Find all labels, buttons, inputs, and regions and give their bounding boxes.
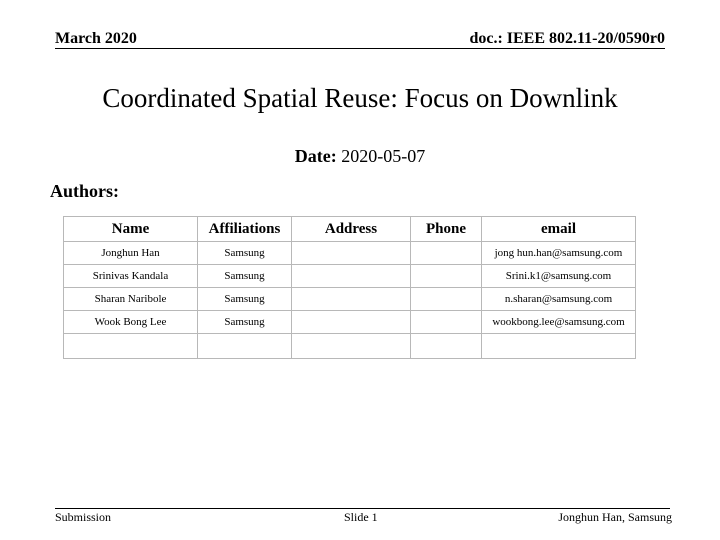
- cell-email: [482, 334, 636, 359]
- cell-phone: [411, 334, 482, 359]
- cell-address: [292, 242, 411, 265]
- footer-slide-number: Slide 1: [344, 510, 378, 524]
- cell-name: Wook Bong Lee: [64, 311, 198, 334]
- table-row: [64, 311, 636, 334]
- date-value: 2020-05-07: [341, 146, 426, 166]
- cell-address: [292, 265, 411, 288]
- cell-affiliation: Samsung: [198, 288, 292, 311]
- cell-address: [292, 334, 411, 359]
- cell-name: Srinivas Kandala: [64, 265, 198, 288]
- authors-table-container: [63, 216, 635, 354]
- header-date: March 2020: [55, 30, 137, 47]
- footer-author: Jonghun Han, Samsung: [558, 510, 672, 524]
- cell-email: n.sharan@samsung.com: [482, 288, 636, 311]
- cell-address: [292, 288, 411, 311]
- cell-phone: [411, 288, 482, 311]
- cell-email: jong hun.han@samsung.com: [482, 242, 636, 265]
- table-row-empty: [64, 334, 636, 359]
- cell-name: Jonghun Han: [64, 242, 198, 265]
- header-divider: [55, 48, 665, 49]
- slide-title: Coordinated Spatial Reuse: Focus on Downlink: [102, 83, 618, 113]
- authors-table: [63, 216, 636, 359]
- table-row: [64, 288, 636, 311]
- cell-email: wookbong.lee@samsung.com: [482, 311, 636, 334]
- cell-affiliation: Samsung: [198, 265, 292, 288]
- authors-heading: Authors:: [50, 181, 120, 201]
- header-address: Address: [292, 217, 411, 242]
- table-row: [64, 242, 636, 265]
- cell-affiliation: Samsung: [198, 242, 292, 265]
- header-doc-id: doc.: IEEE 802.11-20/0590r0: [469, 30, 665, 47]
- cell-phone: [411, 311, 482, 334]
- header-email: email: [482, 217, 636, 242]
- cell-phone: [411, 242, 482, 265]
- cell-phone: [411, 265, 482, 288]
- cell-name: [64, 334, 198, 359]
- cell-affiliation: [198, 334, 292, 359]
- header-name: Name: [64, 217, 198, 242]
- header-affiliations: Affiliations: [198, 217, 292, 242]
- table-header-row: [64, 217, 636, 242]
- table-row: [64, 265, 636, 288]
- header-phone: Phone: [411, 217, 482, 242]
- footer-submission: Submission: [55, 510, 112, 524]
- cell-affiliation: Samsung: [198, 311, 292, 334]
- date-line: [0, 144, 720, 168]
- cell-address: [292, 311, 411, 334]
- date-label: Date:: [294, 146, 337, 166]
- cell-name: Sharan Naribole: [64, 288, 198, 311]
- cell-email: Srini.k1@samsung.com: [482, 265, 636, 288]
